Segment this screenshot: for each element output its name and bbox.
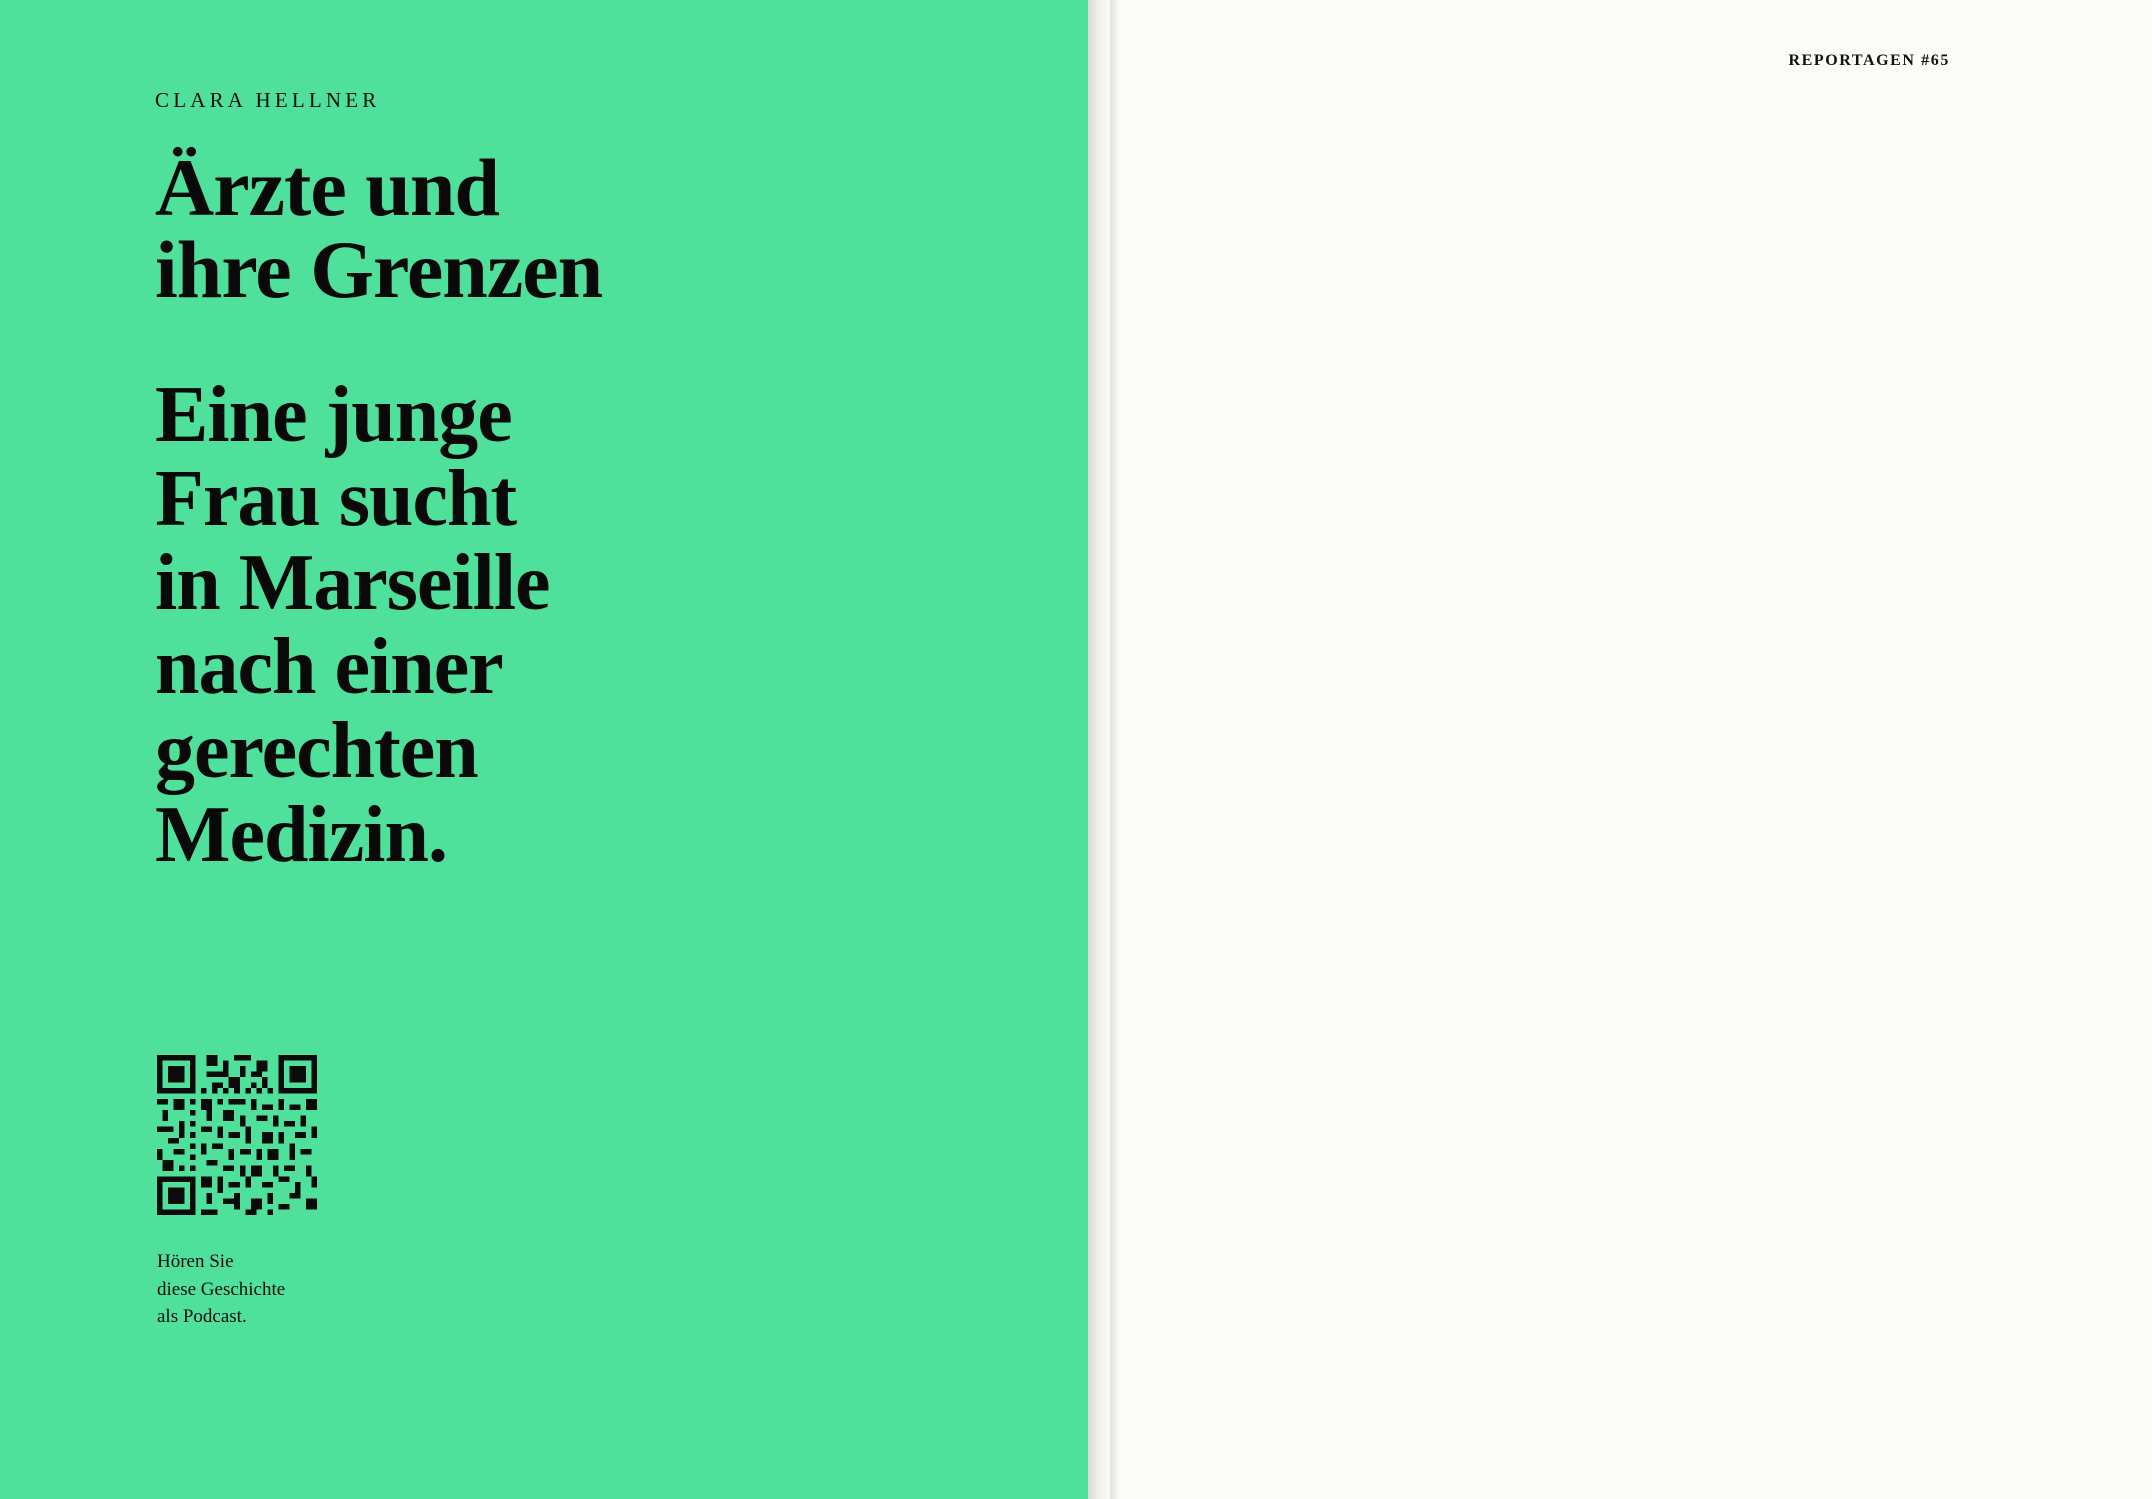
subtitle-line-5: gerechten bbox=[155, 707, 478, 795]
podcast-note bbox=[157, 1248, 285, 1331]
subtitle-line-1: Eine junge bbox=[155, 371, 512, 459]
podcast-note-line-2: diese Geschichte bbox=[157, 1278, 286, 1300]
gutter-shadow bbox=[1110, 0, 1120, 1499]
qr-code[interactable] bbox=[157, 1055, 317, 1215]
subtitle-line-4: nach einer bbox=[155, 623, 503, 711]
article-subtitle bbox=[155, 373, 1018, 877]
podcast-note-line-1: Hören Sie bbox=[157, 1251, 234, 1272]
qr-code-icon bbox=[157, 1055, 317, 1215]
subtitle-line-3: in Marseille bbox=[155, 539, 550, 627]
title-line-1: Ärzte und bbox=[155, 142, 500, 233]
author-byline: CLARA HELLNER bbox=[155, 88, 381, 112]
podcast-note-line-3: als Podcast. bbox=[157, 1306, 247, 1328]
subtitle-line-6: Medizin. bbox=[155, 791, 447, 879]
right-page bbox=[1110, 0, 2152, 1499]
title-line-2: ihre Grenzen bbox=[155, 224, 603, 315]
running-head: REPORTAGEN #65 bbox=[1788, 52, 1950, 69]
subtitle-line-2: Frau sucht bbox=[155, 455, 517, 543]
article-title bbox=[155, 142, 1018, 315]
page-gutter bbox=[1088, 0, 1110, 1499]
left-page-content bbox=[155, 88, 1018, 877]
